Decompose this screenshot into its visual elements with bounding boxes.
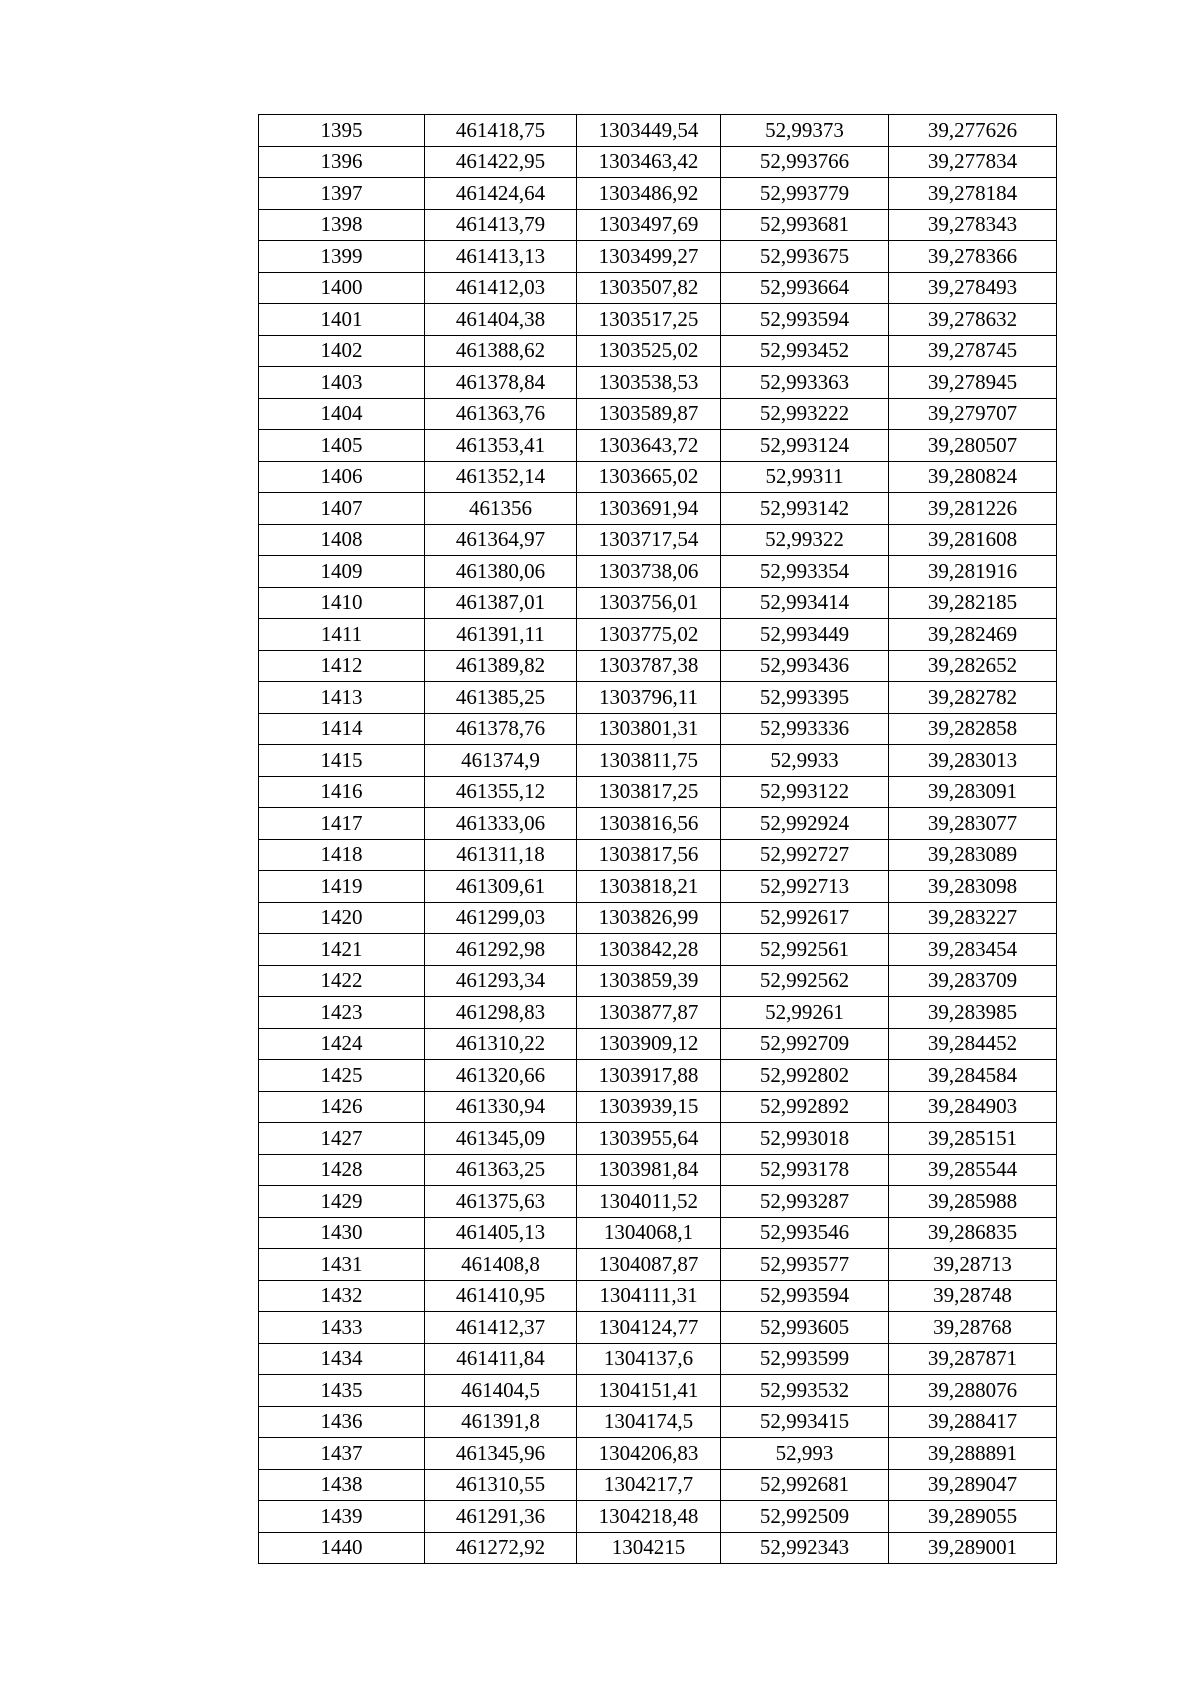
y-coordinate-cell: 1303817,56: [577, 839, 721, 871]
latitude-cell: 52,993594: [721, 1280, 889, 1312]
point-number-cell: 1410: [259, 587, 425, 619]
x-coordinate-cell: 461345,96: [425, 1438, 577, 1470]
y-coordinate-cell: 1303796,11: [577, 682, 721, 714]
table-row: [259, 1312, 1057, 1344]
x-coordinate-cell: 461298,83: [425, 997, 577, 1029]
x-coordinate-cell: 461391,11: [425, 619, 577, 651]
table-row: [259, 493, 1057, 525]
table-row: [259, 1501, 1057, 1533]
y-coordinate-cell: 1304206,83: [577, 1438, 721, 1470]
y-coordinate-cell: 1303517,25: [577, 304, 721, 336]
y-coordinate-cell: 1303691,94: [577, 493, 721, 525]
x-coordinate-cell: 461291,36: [425, 1501, 577, 1533]
y-coordinate-cell: 1303811,75: [577, 745, 721, 777]
table-row: [259, 1154, 1057, 1186]
latitude-cell: 52,99311: [721, 461, 889, 493]
latitude-cell: 52,993452: [721, 335, 889, 367]
table-row: [259, 650, 1057, 682]
latitude-cell: 52,993532: [721, 1375, 889, 1407]
latitude-cell: 52,993675: [721, 241, 889, 273]
y-coordinate-cell: 1303665,02: [577, 461, 721, 493]
latitude-cell: 52,993449: [721, 619, 889, 651]
latitude-cell: 52,993: [721, 1438, 889, 1470]
table-row: [259, 745, 1057, 777]
latitude-cell: 52,993766: [721, 146, 889, 178]
x-coordinate-cell: 461374,9: [425, 745, 577, 777]
latitude-cell: 52,9933: [721, 745, 889, 777]
longitude-cell: 39,282469: [889, 619, 1057, 651]
point-number-cell: 1429: [259, 1186, 425, 1218]
table-row: [259, 902, 1057, 934]
longitude-cell: 39,283013: [889, 745, 1057, 777]
x-coordinate-cell: 461412,37: [425, 1312, 577, 1344]
x-coordinate-cell: 461293,34: [425, 965, 577, 997]
point-number-cell: 1413: [259, 682, 425, 714]
latitude-cell: 52,992561: [721, 934, 889, 966]
table-row: [259, 1406, 1057, 1438]
point-number-cell: 1405: [259, 430, 425, 462]
y-coordinate-cell: 1303497,69: [577, 209, 721, 241]
table-row: [259, 1438, 1057, 1470]
latitude-cell: 52,99322: [721, 524, 889, 556]
latitude-cell: 52,992713: [721, 871, 889, 903]
longitude-cell: 39,283077: [889, 808, 1057, 840]
point-number-cell: 1396: [259, 146, 425, 178]
latitude-cell: 52,99373: [721, 115, 889, 147]
table-row: [259, 808, 1057, 840]
point-number-cell: 1414: [259, 713, 425, 745]
longitude-cell: 39,288076: [889, 1375, 1057, 1407]
point-number-cell: 1427: [259, 1123, 425, 1155]
y-coordinate-cell: 1303981,84: [577, 1154, 721, 1186]
x-coordinate-cell: 461310,22: [425, 1028, 577, 1060]
point-number-cell: 1402: [259, 335, 425, 367]
x-coordinate-cell: 461310,55: [425, 1469, 577, 1501]
y-coordinate-cell: 1304218,48: [577, 1501, 721, 1533]
y-coordinate-cell: 1304011,52: [577, 1186, 721, 1218]
latitude-cell: 52,993436: [721, 650, 889, 682]
x-coordinate-cell: 461408,8: [425, 1249, 577, 1281]
x-coordinate-cell: 461404,38: [425, 304, 577, 336]
x-coordinate-cell: 461345,09: [425, 1123, 577, 1155]
latitude-cell: 52,992681: [721, 1469, 889, 1501]
table-row: [259, 1532, 1057, 1564]
point-number-cell: 1421: [259, 934, 425, 966]
table-row: [259, 1343, 1057, 1375]
latitude-cell: 52,992343: [721, 1532, 889, 1564]
point-number-cell: 1395: [259, 115, 425, 147]
x-coordinate-cell: 461380,06: [425, 556, 577, 588]
point-number-cell: 1397: [259, 178, 425, 210]
point-number-cell: 1439: [259, 1501, 425, 1533]
y-coordinate-cell: 1303643,72: [577, 430, 721, 462]
longitude-cell: 39,280824: [889, 461, 1057, 493]
point-number-cell: 1408: [259, 524, 425, 556]
table-row: [259, 430, 1057, 462]
y-coordinate-cell: 1303775,02: [577, 619, 721, 651]
latitude-cell: 52,993395: [721, 682, 889, 714]
longitude-cell: 39,284452: [889, 1028, 1057, 1060]
table-row: [259, 1249, 1057, 1281]
x-coordinate-cell: 461363,25: [425, 1154, 577, 1186]
latitude-cell: 52,992562: [721, 965, 889, 997]
latitude-cell: 52,993546: [721, 1217, 889, 1249]
latitude-cell: 52,993779: [721, 178, 889, 210]
table-row: [259, 1060, 1057, 1092]
point-number-cell: 1411: [259, 619, 425, 651]
table-row: [259, 398, 1057, 430]
longitude-cell: 39,285151: [889, 1123, 1057, 1155]
y-coordinate-cell: 1303955,64: [577, 1123, 721, 1155]
longitude-cell: 39,284584: [889, 1060, 1057, 1092]
y-coordinate-cell: 1304151,41: [577, 1375, 721, 1407]
table-row: [259, 304, 1057, 336]
x-coordinate-cell: 461352,14: [425, 461, 577, 493]
point-number-cell: 1436: [259, 1406, 425, 1438]
y-coordinate-cell: 1303801,31: [577, 713, 721, 745]
y-coordinate-cell: 1303449,54: [577, 115, 721, 147]
table-row: [259, 556, 1057, 588]
latitude-cell: 52,993354: [721, 556, 889, 588]
point-number-cell: 1435: [259, 1375, 425, 1407]
point-number-cell: 1424: [259, 1028, 425, 1060]
latitude-cell: 52,992727: [721, 839, 889, 871]
point-number-cell: 1437: [259, 1438, 425, 1470]
longitude-cell: 39,289055: [889, 1501, 1057, 1533]
point-number-cell: 1431: [259, 1249, 425, 1281]
longitude-cell: 39,283227: [889, 902, 1057, 934]
longitude-cell: 39,278184: [889, 178, 1057, 210]
latitude-cell: 52,993681: [721, 209, 889, 241]
point-number-cell: 1400: [259, 272, 425, 304]
table-row: [259, 367, 1057, 399]
x-coordinate-cell: 461422,95: [425, 146, 577, 178]
point-number-cell: 1423: [259, 997, 425, 1029]
point-number-cell: 1434: [259, 1343, 425, 1375]
longitude-cell: 39,285544: [889, 1154, 1057, 1186]
table-row: [259, 335, 1057, 367]
table-row: [259, 871, 1057, 903]
point-number-cell: 1416: [259, 776, 425, 808]
x-coordinate-cell: 461356: [425, 493, 577, 525]
point-number-cell: 1398: [259, 209, 425, 241]
table-row: [259, 713, 1057, 745]
latitude-cell: 52,993124: [721, 430, 889, 462]
latitude-cell: 52,992924: [721, 808, 889, 840]
longitude-cell: 39,278343: [889, 209, 1057, 241]
y-coordinate-cell: 1303717,54: [577, 524, 721, 556]
y-coordinate-cell: 1303939,15: [577, 1091, 721, 1123]
y-coordinate-cell: 1303826,99: [577, 902, 721, 934]
x-coordinate-cell: 461411,84: [425, 1343, 577, 1375]
longitude-cell: 39,28768: [889, 1312, 1057, 1344]
x-coordinate-cell: 461404,5: [425, 1375, 577, 1407]
longitude-cell: 39,278366: [889, 241, 1057, 273]
x-coordinate-cell: 461388,62: [425, 335, 577, 367]
latitude-cell: 52,993577: [721, 1249, 889, 1281]
longitude-cell: 39,277834: [889, 146, 1057, 178]
x-coordinate-cell: 461292,98: [425, 934, 577, 966]
table-row: [259, 115, 1057, 147]
table-row: [259, 1186, 1057, 1218]
latitude-cell: 52,993599: [721, 1343, 889, 1375]
y-coordinate-cell: 1303589,87: [577, 398, 721, 430]
x-coordinate-cell: 461309,61: [425, 871, 577, 903]
table-row: [259, 461, 1057, 493]
latitude-cell: 52,992802: [721, 1060, 889, 1092]
y-coordinate-cell: 1303738,06: [577, 556, 721, 588]
longitude-cell: 39,283709: [889, 965, 1057, 997]
x-coordinate-cell: 461355,12: [425, 776, 577, 808]
y-coordinate-cell: 1303816,56: [577, 808, 721, 840]
x-coordinate-cell: 461413,79: [425, 209, 577, 241]
x-coordinate-cell: 461385,25: [425, 682, 577, 714]
latitude-cell: 52,993414: [721, 587, 889, 619]
longitude-cell: 39,288417: [889, 1406, 1057, 1438]
y-coordinate-cell: 1304217,7: [577, 1469, 721, 1501]
latitude-cell: 52,992617: [721, 902, 889, 934]
table-row: [259, 776, 1057, 808]
latitude-cell: 52,99261: [721, 997, 889, 1029]
table-row: [259, 272, 1057, 304]
longitude-cell: 39,282782: [889, 682, 1057, 714]
point-number-cell: 1415: [259, 745, 425, 777]
point-number-cell: 1432: [259, 1280, 425, 1312]
y-coordinate-cell: 1303818,21: [577, 871, 721, 903]
table-row: [259, 178, 1057, 210]
x-coordinate-cell: 461320,66: [425, 1060, 577, 1092]
y-coordinate-cell: 1304124,77: [577, 1312, 721, 1344]
longitude-cell: 39,281226: [889, 493, 1057, 525]
y-coordinate-cell: 1303756,01: [577, 587, 721, 619]
longitude-cell: 39,285988: [889, 1186, 1057, 1218]
longitude-cell: 39,280507: [889, 430, 1057, 462]
y-coordinate-cell: 1304215: [577, 1532, 721, 1564]
y-coordinate-cell: 1304137,6: [577, 1343, 721, 1375]
longitude-cell: 39,283089: [889, 839, 1057, 871]
coordinates-table: [258, 114, 1057, 1564]
x-coordinate-cell: 461311,18: [425, 839, 577, 871]
table-row: [259, 209, 1057, 241]
y-coordinate-cell: 1303463,42: [577, 146, 721, 178]
latitude-cell: 52,992892: [721, 1091, 889, 1123]
latitude-cell: 52,993415: [721, 1406, 889, 1438]
table-row: [259, 682, 1057, 714]
x-coordinate-cell: 461424,64: [425, 178, 577, 210]
point-number-cell: 1425: [259, 1060, 425, 1092]
x-coordinate-cell: 461299,03: [425, 902, 577, 934]
y-coordinate-cell: 1303486,92: [577, 178, 721, 210]
point-number-cell: 1428: [259, 1154, 425, 1186]
y-coordinate-cell: 1303499,27: [577, 241, 721, 273]
longitude-cell: 39,283091: [889, 776, 1057, 808]
latitude-cell: 52,993664: [721, 272, 889, 304]
point-number-cell: 1417: [259, 808, 425, 840]
point-number-cell: 1422: [259, 965, 425, 997]
x-coordinate-cell: 461387,01: [425, 587, 577, 619]
latitude-cell: 52,993594: [721, 304, 889, 336]
table-row: [259, 965, 1057, 997]
latitude-cell: 52,993222: [721, 398, 889, 430]
x-coordinate-cell: 461410,95: [425, 1280, 577, 1312]
table-row: [259, 587, 1057, 619]
y-coordinate-cell: 1303538,53: [577, 367, 721, 399]
table-row: [259, 1217, 1057, 1249]
table-row: [259, 1123, 1057, 1155]
x-coordinate-cell: 461378,84: [425, 367, 577, 399]
x-coordinate-cell: 461272,92: [425, 1532, 577, 1564]
longitude-cell: 39,289001: [889, 1532, 1057, 1564]
latitude-cell: 52,993018: [721, 1123, 889, 1155]
y-coordinate-cell: 1303842,28: [577, 934, 721, 966]
coordinates-table-body: [259, 115, 1057, 1564]
point-number-cell: 1409: [259, 556, 425, 588]
y-coordinate-cell: 1304087,87: [577, 1249, 721, 1281]
x-coordinate-cell: 461330,94: [425, 1091, 577, 1123]
x-coordinate-cell: 461333,06: [425, 808, 577, 840]
longitude-cell: 39,278745: [889, 335, 1057, 367]
longitude-cell: 39,287871: [889, 1343, 1057, 1375]
latitude-cell: 52,993122: [721, 776, 889, 808]
x-coordinate-cell: 461363,76: [425, 398, 577, 430]
longitude-cell: 39,283098: [889, 871, 1057, 903]
longitude-cell: 39,284903: [889, 1091, 1057, 1123]
longitude-cell: 39,286835: [889, 1217, 1057, 1249]
latitude-cell: 52,993142: [721, 493, 889, 525]
point-number-cell: 1426: [259, 1091, 425, 1123]
point-number-cell: 1420: [259, 902, 425, 934]
longitude-cell: 39,277626: [889, 115, 1057, 147]
x-coordinate-cell: 461378,76: [425, 713, 577, 745]
x-coordinate-cell: 461389,82: [425, 650, 577, 682]
point-number-cell: 1440: [259, 1532, 425, 1564]
x-coordinate-cell: 461418,75: [425, 115, 577, 147]
longitude-cell: 39,279707: [889, 398, 1057, 430]
point-number-cell: 1403: [259, 367, 425, 399]
longitude-cell: 39,28748: [889, 1280, 1057, 1312]
x-coordinate-cell: 461405,13: [425, 1217, 577, 1249]
longitude-cell: 39,288891: [889, 1438, 1057, 1470]
table-row: [259, 1280, 1057, 1312]
longitude-cell: 39,283454: [889, 934, 1057, 966]
point-number-cell: 1404: [259, 398, 425, 430]
y-coordinate-cell: 1304111,31: [577, 1280, 721, 1312]
point-number-cell: 1406: [259, 461, 425, 493]
y-coordinate-cell: 1304068,1: [577, 1217, 721, 1249]
table-row: [259, 839, 1057, 871]
point-number-cell: 1418: [259, 839, 425, 871]
point-number-cell: 1399: [259, 241, 425, 273]
point-number-cell: 1407: [259, 493, 425, 525]
x-coordinate-cell: 461353,41: [425, 430, 577, 462]
table-row: [259, 1091, 1057, 1123]
y-coordinate-cell: 1303917,88: [577, 1060, 721, 1092]
longitude-cell: 39,282858: [889, 713, 1057, 745]
y-coordinate-cell: 1303877,87: [577, 997, 721, 1029]
x-coordinate-cell: 461412,03: [425, 272, 577, 304]
longitude-cell: 39,281916: [889, 556, 1057, 588]
table-row: [259, 524, 1057, 556]
point-number-cell: 1430: [259, 1217, 425, 1249]
longitude-cell: 39,278945: [889, 367, 1057, 399]
latitude-cell: 52,992709: [721, 1028, 889, 1060]
table-row: [259, 619, 1057, 651]
longitude-cell: 39,28713: [889, 1249, 1057, 1281]
y-coordinate-cell: 1303787,38: [577, 650, 721, 682]
longitude-cell: 39,289047: [889, 1469, 1057, 1501]
latitude-cell: 52,993287: [721, 1186, 889, 1218]
table-row: [259, 997, 1057, 1029]
point-number-cell: 1412: [259, 650, 425, 682]
y-coordinate-cell: 1303909,12: [577, 1028, 721, 1060]
longitude-cell: 39,283985: [889, 997, 1057, 1029]
table-row: [259, 1028, 1057, 1060]
longitude-cell: 39,282185: [889, 587, 1057, 619]
longitude-cell: 39,282652: [889, 650, 1057, 682]
latitude-cell: 52,993363: [721, 367, 889, 399]
y-coordinate-cell: 1303507,82: [577, 272, 721, 304]
x-coordinate-cell: 461375,63: [425, 1186, 577, 1218]
y-coordinate-cell: 1303817,25: [577, 776, 721, 808]
point-number-cell: 1433: [259, 1312, 425, 1344]
table-row: [259, 1469, 1057, 1501]
longitude-cell: 39,278493: [889, 272, 1057, 304]
x-coordinate-cell: 461413,13: [425, 241, 577, 273]
table-row: [259, 146, 1057, 178]
y-coordinate-cell: 1304174,5: [577, 1406, 721, 1438]
table-row: [259, 934, 1057, 966]
latitude-cell: 52,993605: [721, 1312, 889, 1344]
point-number-cell: 1419: [259, 871, 425, 903]
table-row: [259, 241, 1057, 273]
latitude-cell: 52,993336: [721, 713, 889, 745]
latitude-cell: 52,993178: [721, 1154, 889, 1186]
latitude-cell: 52,992509: [721, 1501, 889, 1533]
y-coordinate-cell: 1303525,02: [577, 335, 721, 367]
table-row: [259, 1375, 1057, 1407]
x-coordinate-cell: 461364,97: [425, 524, 577, 556]
point-number-cell: 1401: [259, 304, 425, 336]
point-number-cell: 1438: [259, 1469, 425, 1501]
x-coordinate-cell: 461391,8: [425, 1406, 577, 1438]
longitude-cell: 39,278632: [889, 304, 1057, 336]
longitude-cell: 39,281608: [889, 524, 1057, 556]
y-coordinate-cell: 1303859,39: [577, 965, 721, 997]
